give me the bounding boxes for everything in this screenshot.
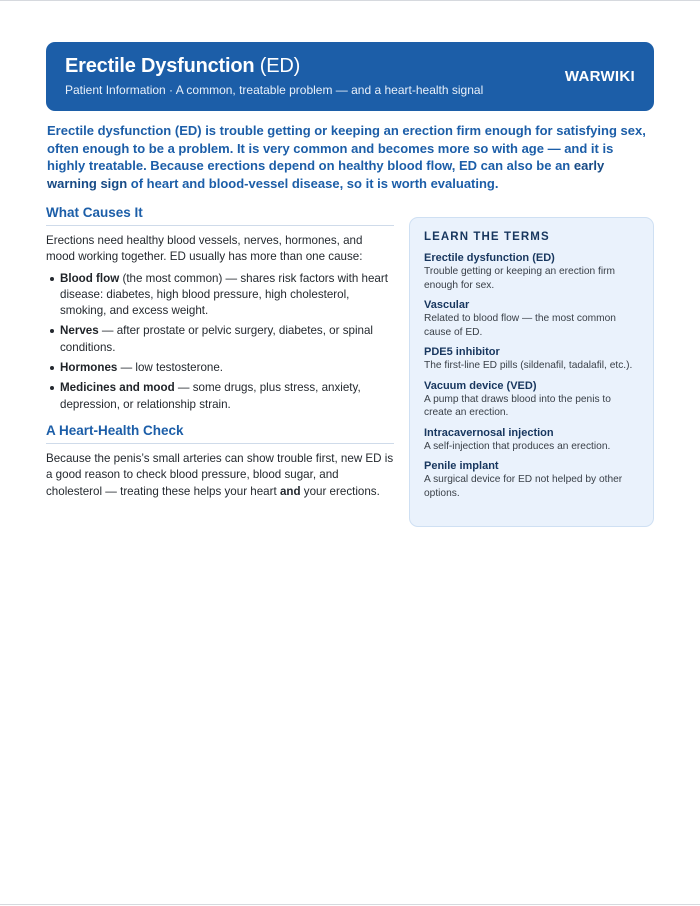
intro-text-before: Erectile dysfunction (ED) is trouble getting or keeping an erection firm enough for satisfying sex, often enough to be a problem. It is very common and becomes more so with age — and it is highly treatable. Because erections depend on healthy blood flow, ED can also be an bbox=[47, 123, 646, 174]
cause-label: Hormones bbox=[60, 361, 118, 375]
causes-intro: Erections need healthy blood vessels, nerves, hormones, and mood working together. ED usually has more than one cause: bbox=[46, 234, 363, 264]
term-name: Penile implant bbox=[424, 460, 499, 472]
term-item bbox=[424, 251, 639, 292]
list-item bbox=[46, 323, 394, 356]
term-name: PDE5 inhibitor bbox=[424, 346, 500, 358]
bullet-icon bbox=[50, 366, 54, 370]
intro-emphasis: early warning sign bbox=[47, 158, 605, 191]
terms-heading: LEARN THE TERMS bbox=[424, 231, 550, 243]
cause-text: — low testosterone. bbox=[117, 361, 224, 375]
term-item bbox=[424, 345, 639, 373]
term-name: Vascular bbox=[424, 299, 470, 311]
term-item bbox=[424, 459, 639, 500]
term-definition: Trouble getting or keeping an erection firm enough for sex. bbox=[424, 266, 616, 291]
heart-check-paragraph bbox=[46, 451, 394, 500]
term-definition: A surgical device for ED not helped by other options. bbox=[424, 474, 623, 499]
heart-check-emphasis: and bbox=[279, 484, 301, 498]
term-item bbox=[424, 298, 639, 339]
term-definition: The first-line ED pills (sildenafil, tadalafil, etc.). bbox=[424, 360, 633, 371]
title-main: Erectile Dysfunction bbox=[65, 55, 255, 77]
terms-sidebar bbox=[409, 217, 654, 527]
header-banner bbox=[46, 42, 654, 111]
list-item bbox=[46, 380, 394, 413]
bullet-icon bbox=[50, 386, 54, 390]
cause-text: — some drugs, plus stress, anxiety, depression, or relationship strain. bbox=[60, 381, 361, 411]
brand-logo: WARWIKI bbox=[564, 68, 635, 85]
cause-label: Medicines and mood bbox=[60, 381, 175, 395]
list-item bbox=[46, 360, 394, 376]
intro-paragraph bbox=[47, 122, 655, 192]
heart-check-text-after: your erections. bbox=[300, 484, 380, 498]
term-name: Intracavernosal injection bbox=[424, 426, 554, 439]
heart-check-heading: A Heart-Health Check bbox=[46, 423, 394, 444]
term-name: Vacuum device (VED) bbox=[424, 379, 537, 392]
term-definition: A self-injection that produces an erection. bbox=[424, 440, 611, 452]
bullet-icon bbox=[50, 277, 54, 281]
term-definition: A pump that draws blood into the penis to create an erection. bbox=[424, 393, 611, 418]
page-title bbox=[65, 55, 300, 78]
bullet-icon bbox=[50, 329, 54, 333]
cause-text: — after prostate or pelvic surgery, diabetes, or spinal conditions. bbox=[60, 324, 373, 354]
term-name: Erectile dysfunction (ED) bbox=[424, 252, 555, 264]
causes-heading: What Causes It bbox=[46, 205, 394, 226]
list-item bbox=[46, 271, 394, 320]
term-definition: Related to blood flow — the most common cause of ED. bbox=[424, 313, 616, 338]
top-rule bbox=[0, 0, 700, 1]
bottom-rule bbox=[0, 904, 700, 905]
causes-list bbox=[46, 271, 394, 413]
intro-text-after: of heart and blood-vessel disease, so it is worth evaluating. bbox=[127, 175, 499, 191]
term-item bbox=[424, 426, 639, 454]
page-subtitle: Patient Information · A common, treatable problem — and a heart-health signal bbox=[65, 83, 484, 97]
cause-text: (the most common) — shares risk factors with heart disease: diabetes, high blood pressure, high cholesterol, smoking, and excess weight. bbox=[60, 271, 388, 318]
heart-check-text-before: Because the penis’s small arteries can show trouble first, new ED is a good reason to check blood pressure, blood sugar, and cholesterol — treating these helps your heart bbox=[46, 451, 394, 498]
title-abbreviation: (ED) bbox=[259, 55, 301, 77]
term-item bbox=[424, 379, 639, 420]
main-content bbox=[46, 205, 394, 500]
cause-label: Blood flow bbox=[60, 271, 120, 285]
cause-label: Nerves bbox=[60, 324, 99, 338]
